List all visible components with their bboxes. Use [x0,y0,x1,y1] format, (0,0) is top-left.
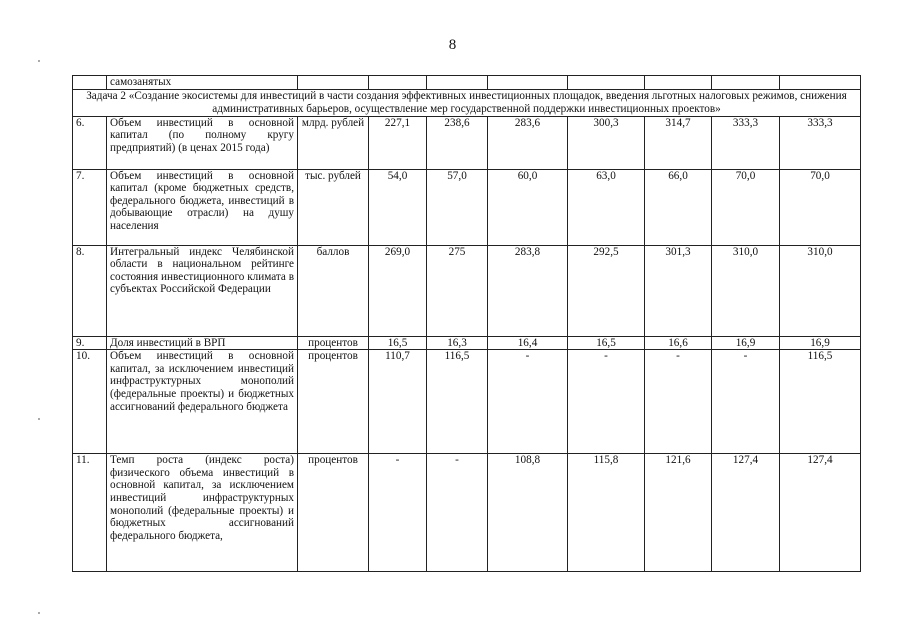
table-row [73,350,861,454]
value-cell: 269,0 [369,245,427,336]
value-cell: - [488,350,568,454]
unit-cell: млрд. рублей [298,116,369,169]
table-row [73,245,861,336]
unit-cell: процентов [298,350,369,454]
unit-cell: процентов [298,454,369,572]
value-cell: 57,0 [427,169,488,245]
value-cell: 108,8 [488,454,568,572]
unit-cell: баллов [298,245,369,336]
value-cell: 16,5 [568,336,645,350]
row-number: 7. [73,169,107,245]
cell-value [568,76,645,90]
indicator-name: Темп роста (индекс роста) физического объема инвестиций в основной капитал, за исключением инвестиций инфраструктурных монополий (федеральные проекты) и бюджетных ассигнований федерального бюджета, [107,454,298,572]
value-cell: 333,3 [712,116,780,169]
value-cell: 16,9 [712,336,780,350]
value-cell: 300,3 [568,116,645,169]
cell-unit [298,76,369,90]
value-cell: 121,6 [645,454,712,572]
value-cell: 63,0 [568,169,645,245]
indicator-name: Объем инвестиций в основной капитал, за исключением инвестиций инфраструктурных монополий (федеральные проекты) и бюджетных ассигнований федерального бюджета [107,350,298,454]
task-header: Задача 2 «Создание экосистемы для инвестиций в части создания эффективных инвестиционных площадок, введения льготных налоговых режимов, снижения административных барьеров, осуществление мер государственной поддержки инвестиционных проектов» [73,89,861,116]
value-cell: 116,5 [780,350,861,454]
value-cell: 314,7 [645,116,712,169]
cell-value [427,76,488,90]
scan-speck [38,612,40,614]
value-cell: 301,3 [645,245,712,336]
indicator-name: Доля инвестиций в ВРП [107,336,298,350]
value-cell: 16,5 [369,336,427,350]
table-row [73,336,861,350]
indicator-name: Интегральный индекс Челябинской области в национальном рейтинге состояния инвестиционного климата в субъектах Российской Федерации [107,245,298,336]
row-number: 10. [73,350,107,454]
row-number: 9. [73,336,107,350]
value-cell: 70,0 [712,169,780,245]
value-cell: 333,3 [780,116,861,169]
value-cell: 238,6 [427,116,488,169]
indicator-name: Объем инвестиций в основной капитал (кроме бюджетных средств, федерального бюджета, инвестиций в добывающие отрасли) на душу населения [107,169,298,245]
scan-speck [38,418,40,420]
value-cell: 275 [427,245,488,336]
cell-value [645,76,712,90]
value-cell: - [645,350,712,454]
value-cell: 54,0 [369,169,427,245]
value-cell: 283,8 [488,245,568,336]
table-row [73,169,861,245]
value-cell: 116,5 [427,350,488,454]
value-cell: 115,8 [568,454,645,572]
table-row [73,454,861,572]
row-number: 11. [73,454,107,572]
cell-value [369,76,427,90]
value-cell: - [568,350,645,454]
value-cell: 127,4 [780,454,861,572]
value-cell: 66,0 [645,169,712,245]
value-cell: 227,1 [369,116,427,169]
cell-name: самозанятых [107,76,298,90]
value-cell: - [712,350,780,454]
page-number: 8 [448,37,457,53]
value-cell: 283,6 [488,116,568,169]
value-cell: 292,5 [568,245,645,336]
value-cell: 16,4 [488,336,568,350]
cell-num [73,76,107,90]
value-cell: - [427,454,488,572]
table-row [73,76,861,90]
value-cell: 127,4 [712,454,780,572]
row-number: 6. [73,116,107,169]
value-cell: 310,0 [712,245,780,336]
cell-value [780,76,861,90]
value-cell: 16,3 [427,336,488,350]
value-cell: 60,0 [488,169,568,245]
row-number: 8. [73,245,107,336]
cell-value [488,76,568,90]
value-cell: 70,0 [780,169,861,245]
scan-speck [38,60,40,62]
table-row [73,116,861,169]
indicator-name: Объем инвестиций в основной капитал (по полному кругу предприятий) (в ценах 2015 года) [107,116,298,169]
indicators-table [72,75,861,572]
task-header-row [73,89,861,116]
value-cell: 110,7 [369,350,427,454]
value-cell: 310,0 [780,245,861,336]
unit-cell: процентов [298,336,369,350]
value-cell: 16,9 [780,336,861,350]
value-cell: - [369,454,427,572]
cell-value [712,76,780,90]
unit-cell: тыс. рублей [298,169,369,245]
value-cell: 16,6 [645,336,712,350]
